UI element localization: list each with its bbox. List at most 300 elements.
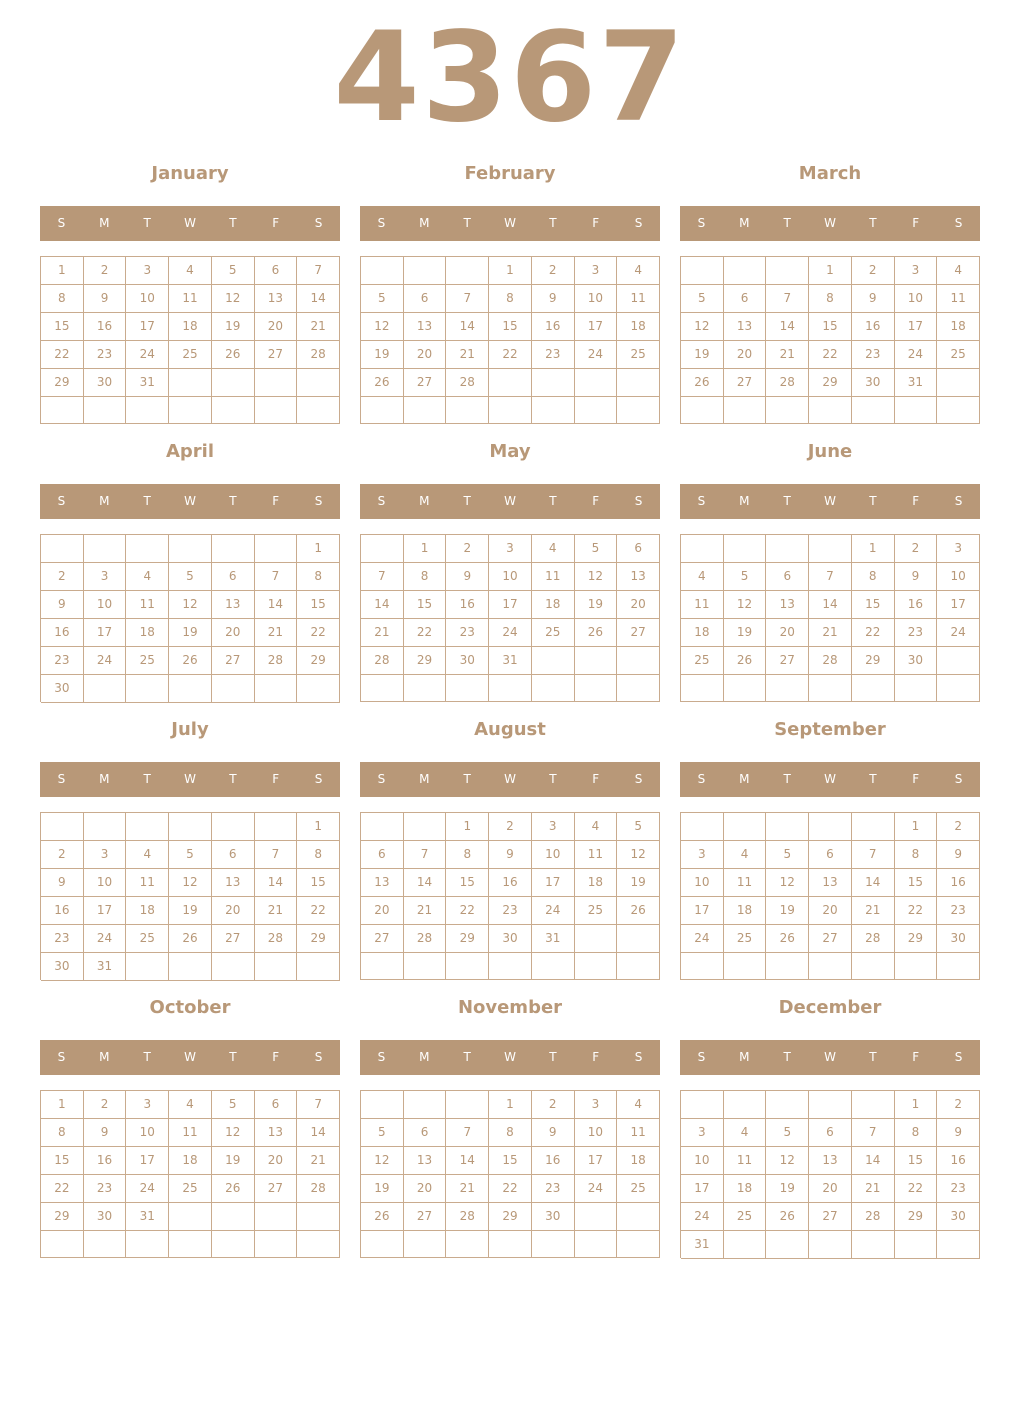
day-cell: 15 [895,869,938,897]
day-cell: 25 [617,341,660,369]
day-cell: 11 [169,1119,212,1147]
empty-day-cell [575,953,618,980]
empty-day-cell [937,675,980,702]
day-cell: 25 [126,647,169,675]
day-cell: 14 [361,591,404,619]
day-cell: 8 [297,841,340,869]
empty-day-cell [681,675,724,702]
day-cell: 23 [532,1175,575,1203]
day-cell: 12 [361,313,404,341]
weekday-label: S [954,494,963,508]
empty-day-cell [724,535,767,563]
empty-day-cell [255,675,298,703]
day-cell: 12 [212,285,255,313]
day-cell: 21 [852,897,895,925]
day-cell: 27 [404,369,447,397]
day-cell: 11 [575,841,618,869]
day-cell: 5 [575,535,618,563]
weekday-label: T [783,772,791,786]
day-cell: 6 [404,1119,447,1147]
weekday-label: M [739,1050,750,1064]
day-cell: 31 [489,647,532,675]
day-cell: 2 [852,257,895,285]
weekday-label: S [697,772,706,786]
day-cell: 19 [361,1175,404,1203]
day-cell: 14 [809,591,852,619]
day-cell: 14 [297,1119,340,1147]
day-cell: 3 [575,257,618,285]
day-cell: 24 [126,1175,169,1203]
day-cell: 27 [361,925,404,953]
day-cell: 2 [41,563,84,591]
empty-day-cell [766,813,809,841]
day-cell: 30 [41,953,84,981]
day-cell: 27 [255,1175,298,1203]
day-cell: 29 [41,369,84,397]
empty-day-cell [169,369,212,397]
empty-day-cell [404,1091,447,1119]
day-cell: 15 [489,1147,532,1175]
empty-day-cell [297,1231,340,1258]
empty-day-cell [126,675,169,703]
day-cell: 27 [809,1203,852,1231]
empty-day-cell [575,397,618,424]
day-cell: 12 [575,563,618,591]
day-cell: 31 [126,1203,169,1231]
weekday-label: T [783,1050,791,1064]
month-name: January [151,163,229,184]
day-cell: 8 [404,563,447,591]
day-cell: 29 [446,925,489,953]
empty-day-cell [575,1231,618,1258]
day-cell: 7 [297,257,340,285]
day-cell: 17 [681,1175,724,1203]
day-cell: 2 [937,1091,980,1119]
day-cell: 21 [446,341,489,369]
empty-day-cell [212,397,255,424]
day-cell: 31 [532,925,575,953]
day-cell: 26 [212,1175,255,1203]
weekday-label: S [377,494,386,508]
empty-day-cell [126,1231,169,1258]
month-name: March [798,163,862,184]
days-grid [40,534,340,702]
weekday-label: M [99,494,110,508]
day-cell: 15 [41,313,84,341]
day-cell: 20 [361,897,404,925]
empty-day-cell [681,813,724,841]
days-grid [680,1090,980,1258]
empty-day-cell [446,675,489,702]
weekday-label: S [377,772,386,786]
day-cell: 24 [84,647,127,675]
day-cell: 29 [297,925,340,953]
empty-day-cell [361,257,404,285]
empty-day-cell [361,397,404,424]
day-cell: 15 [489,313,532,341]
day-cell: 7 [446,1119,489,1147]
day-cell: 4 [126,841,169,869]
day-cell: 22 [852,619,895,647]
day-cell: 23 [41,925,84,953]
weekday-label: F [592,772,600,786]
day-cell: 14 [297,285,340,313]
day-cell: 9 [895,563,938,591]
day-cell: 8 [41,285,84,313]
weekday-label: T [549,772,557,786]
weekday-label: F [272,494,280,508]
day-cell: 11 [169,285,212,313]
weekday-label: F [272,216,280,230]
day-cell: 9 [937,841,980,869]
day-cell: 13 [255,1119,298,1147]
day-cell: 9 [532,285,575,313]
empty-day-cell [84,1231,127,1258]
day-cell: 21 [361,619,404,647]
weekday-label: W [504,216,516,230]
empty-day-cell [41,397,84,424]
day-cell: 1 [852,535,895,563]
day-cell: 12 [766,869,809,897]
day-cell: 1 [297,813,340,841]
day-cell: 18 [937,313,980,341]
day-cell: 18 [575,869,618,897]
day-cell: 13 [617,563,660,591]
day-cell: 20 [809,1175,852,1203]
days-grid [360,534,660,702]
day-cell: 10 [489,563,532,591]
day-cell: 17 [126,313,169,341]
day-cell: 21 [297,313,340,341]
day-cell: 31 [895,369,938,397]
weekday-label: W [184,216,196,230]
weekday-header [680,206,980,241]
day-cell: 9 [446,563,489,591]
day-cell: 10 [575,285,618,313]
empty-day-cell [255,813,298,841]
day-cell: 9 [41,591,84,619]
empty-day-cell [446,1091,489,1119]
weekday-label: S [314,216,323,230]
day-cell: 26 [361,1203,404,1231]
day-cell: 17 [84,619,127,647]
weekday-label: S [634,1050,643,1064]
day-cell: 26 [766,1203,809,1231]
day-cell: 18 [532,591,575,619]
day-cell: 23 [446,619,489,647]
empty-day-cell [617,953,660,980]
empty-day-cell [212,953,255,981]
day-cell: 18 [169,313,212,341]
day-cell: 6 [255,257,298,285]
empty-day-cell [297,1203,340,1231]
day-cell: 15 [809,313,852,341]
day-cell: 9 [937,1119,980,1147]
day-cell: 28 [255,647,298,675]
empty-day-cell [489,397,532,424]
empty-day-cell [937,397,980,424]
day-cell: 1 [809,257,852,285]
empty-day-cell [809,397,852,424]
empty-day-cell [809,813,852,841]
empty-day-cell [681,953,724,980]
empty-day-cell [212,535,255,563]
day-cell: 4 [937,257,980,285]
empty-day-cell [404,953,447,980]
weekday-label: S [954,772,963,786]
empty-day-cell [41,1231,84,1258]
day-cell: 16 [41,897,84,925]
weekday-label: T [229,216,237,230]
day-cell: 17 [937,591,980,619]
day-cell: 18 [126,619,169,647]
weekday-label: S [634,494,643,508]
empty-day-cell [297,397,340,424]
day-cell: 16 [84,313,127,341]
empty-day-cell [575,647,618,675]
day-cell: 3 [532,813,575,841]
empty-day-cell [255,953,298,981]
day-cell: 15 [446,869,489,897]
weekday-label: S [377,1050,386,1064]
day-cell: 29 [895,925,938,953]
empty-day-cell [84,397,127,424]
day-cell: 18 [169,1147,212,1175]
day-cell: 13 [809,1147,852,1175]
day-cell: 29 [852,647,895,675]
weekday-label: S [697,216,706,230]
empty-day-cell [937,369,980,397]
days-grid [680,812,980,980]
weekday-header [40,484,340,519]
day-cell: 25 [681,647,724,675]
day-cell: 9 [41,869,84,897]
day-cell: 19 [361,341,404,369]
day-cell: 5 [212,1091,255,1119]
weekday-label: S [634,216,643,230]
empty-day-cell [852,675,895,702]
empty-day-cell [404,813,447,841]
day-cell: 7 [852,1119,895,1147]
day-cell: 5 [766,1119,809,1147]
day-cell: 19 [766,897,809,925]
empty-day-cell [575,369,618,397]
weekday-label: M [99,1050,110,1064]
empty-day-cell [212,813,255,841]
day-cell: 21 [297,1147,340,1175]
empty-day-cell [852,397,895,424]
empty-day-cell [489,675,532,702]
day-cell: 2 [532,257,575,285]
days-grid [360,256,660,424]
day-cell: 3 [575,1091,618,1119]
day-cell: 22 [41,341,84,369]
day-cell: 8 [895,1119,938,1147]
weekday-label: M [739,772,750,786]
empty-day-cell [361,1091,404,1119]
day-cell: 30 [895,647,938,675]
empty-day-cell [84,535,127,563]
weekday-header [680,484,980,519]
day-cell: 13 [255,285,298,313]
day-cell: 30 [84,369,127,397]
empty-day-cell [212,1231,255,1258]
empty-day-cell [532,369,575,397]
weekday-label: W [504,494,516,508]
weekday-label: M [739,494,750,508]
day-cell: 20 [404,1175,447,1203]
day-cell: 11 [126,591,169,619]
day-cell: 20 [724,341,767,369]
day-cell: 7 [852,841,895,869]
weekday-label: T [869,1050,877,1064]
empty-day-cell [489,369,532,397]
day-cell: 30 [937,925,980,953]
day-cell: 4 [575,813,618,841]
day-cell: 19 [212,1147,255,1175]
day-cell: 14 [255,869,298,897]
day-cell: 28 [404,925,447,953]
day-cell: 18 [617,313,660,341]
day-cell: 2 [532,1091,575,1119]
day-cell: 29 [297,647,340,675]
empty-day-cell [212,1203,255,1231]
weekday-label: T [869,494,877,508]
day-cell: 25 [724,1203,767,1231]
weekday-label: M [99,772,110,786]
empty-day-cell [169,1203,212,1231]
empty-day-cell [766,535,809,563]
day-cell: 28 [852,1203,895,1231]
day-cell: 21 [446,1175,489,1203]
days-grid [40,256,340,424]
weekday-label: T [143,494,151,508]
weekday-label: M [739,216,750,230]
empty-day-cell [404,397,447,424]
empty-day-cell [489,1231,532,1258]
day-cell: 8 [297,563,340,591]
day-cell: 8 [489,285,532,313]
day-cell: 19 [766,1175,809,1203]
empty-day-cell [297,369,340,397]
month-name: December [778,997,882,1018]
empty-day-cell [681,1091,724,1119]
day-cell: 4 [532,535,575,563]
day-cell: 11 [532,563,575,591]
weekday-label: W [824,216,836,230]
day-cell: 1 [404,535,447,563]
empty-day-cell [681,397,724,424]
day-cell: 20 [809,897,852,925]
day-cell: 24 [532,897,575,925]
day-cell: 30 [489,925,532,953]
day-cell: 29 [404,647,447,675]
empty-day-cell [724,1091,767,1119]
empty-day-cell [724,397,767,424]
day-cell: 7 [766,285,809,313]
weekday-label: W [184,494,196,508]
day-cell: 12 [766,1147,809,1175]
empty-day-cell [617,925,660,953]
empty-day-cell [532,397,575,424]
day-cell: 11 [724,869,767,897]
day-cell: 22 [809,341,852,369]
day-cell: 13 [212,591,255,619]
day-cell: 17 [126,1147,169,1175]
day-cell: 30 [41,675,84,703]
day-cell: 5 [617,813,660,841]
empty-day-cell [937,647,980,675]
empty-day-cell [724,257,767,285]
weekday-label: T [463,216,471,230]
day-cell: 9 [532,1119,575,1147]
day-cell: 3 [84,563,127,591]
day-cell: 28 [446,369,489,397]
day-cell: 25 [617,1175,660,1203]
day-cell: 10 [126,285,169,313]
empty-day-cell [852,1231,895,1259]
day-cell: 25 [937,341,980,369]
day-cell: 27 [766,647,809,675]
day-cell: 13 [724,313,767,341]
empty-day-cell [766,257,809,285]
empty-day-cell [766,397,809,424]
day-cell: 23 [852,341,895,369]
day-cell: 4 [681,563,724,591]
day-cell: 19 [617,869,660,897]
day-cell: 22 [489,341,532,369]
day-cell: 6 [724,285,767,313]
day-cell: 13 [212,869,255,897]
day-cell: 23 [489,897,532,925]
empty-day-cell [532,675,575,702]
day-cell: 13 [361,869,404,897]
empty-day-cell [617,675,660,702]
weekday-header [360,1040,660,1075]
day-cell: 30 [446,647,489,675]
empty-day-cell [84,675,127,703]
weekday-label: T [229,494,237,508]
weekday-label: F [592,1050,600,1064]
day-cell: 29 [41,1203,84,1231]
empty-day-cell [724,813,767,841]
empty-day-cell [41,813,84,841]
weekday-label: M [419,494,430,508]
empty-day-cell [255,535,298,563]
weekday-label: T [463,494,471,508]
day-cell: 8 [895,841,938,869]
day-cell: 12 [681,313,724,341]
day-cell: 18 [724,897,767,925]
day-cell: 25 [169,1175,212,1203]
day-cell: 27 [724,369,767,397]
weekday-label: W [504,1050,516,1064]
empty-day-cell [617,647,660,675]
day-cell: 11 [617,285,660,313]
day-cell: 23 [895,619,938,647]
weekday-label: T [463,1050,471,1064]
day-cell: 1 [895,1091,938,1119]
empty-day-cell [681,535,724,563]
day-cell: 3 [937,535,980,563]
day-cell: 6 [617,535,660,563]
day-cell: 15 [41,1147,84,1175]
weekday-label: T [869,772,877,786]
days-grid [680,534,980,702]
weekday-header [40,206,340,241]
day-cell: 14 [404,869,447,897]
day-cell: 22 [41,1175,84,1203]
